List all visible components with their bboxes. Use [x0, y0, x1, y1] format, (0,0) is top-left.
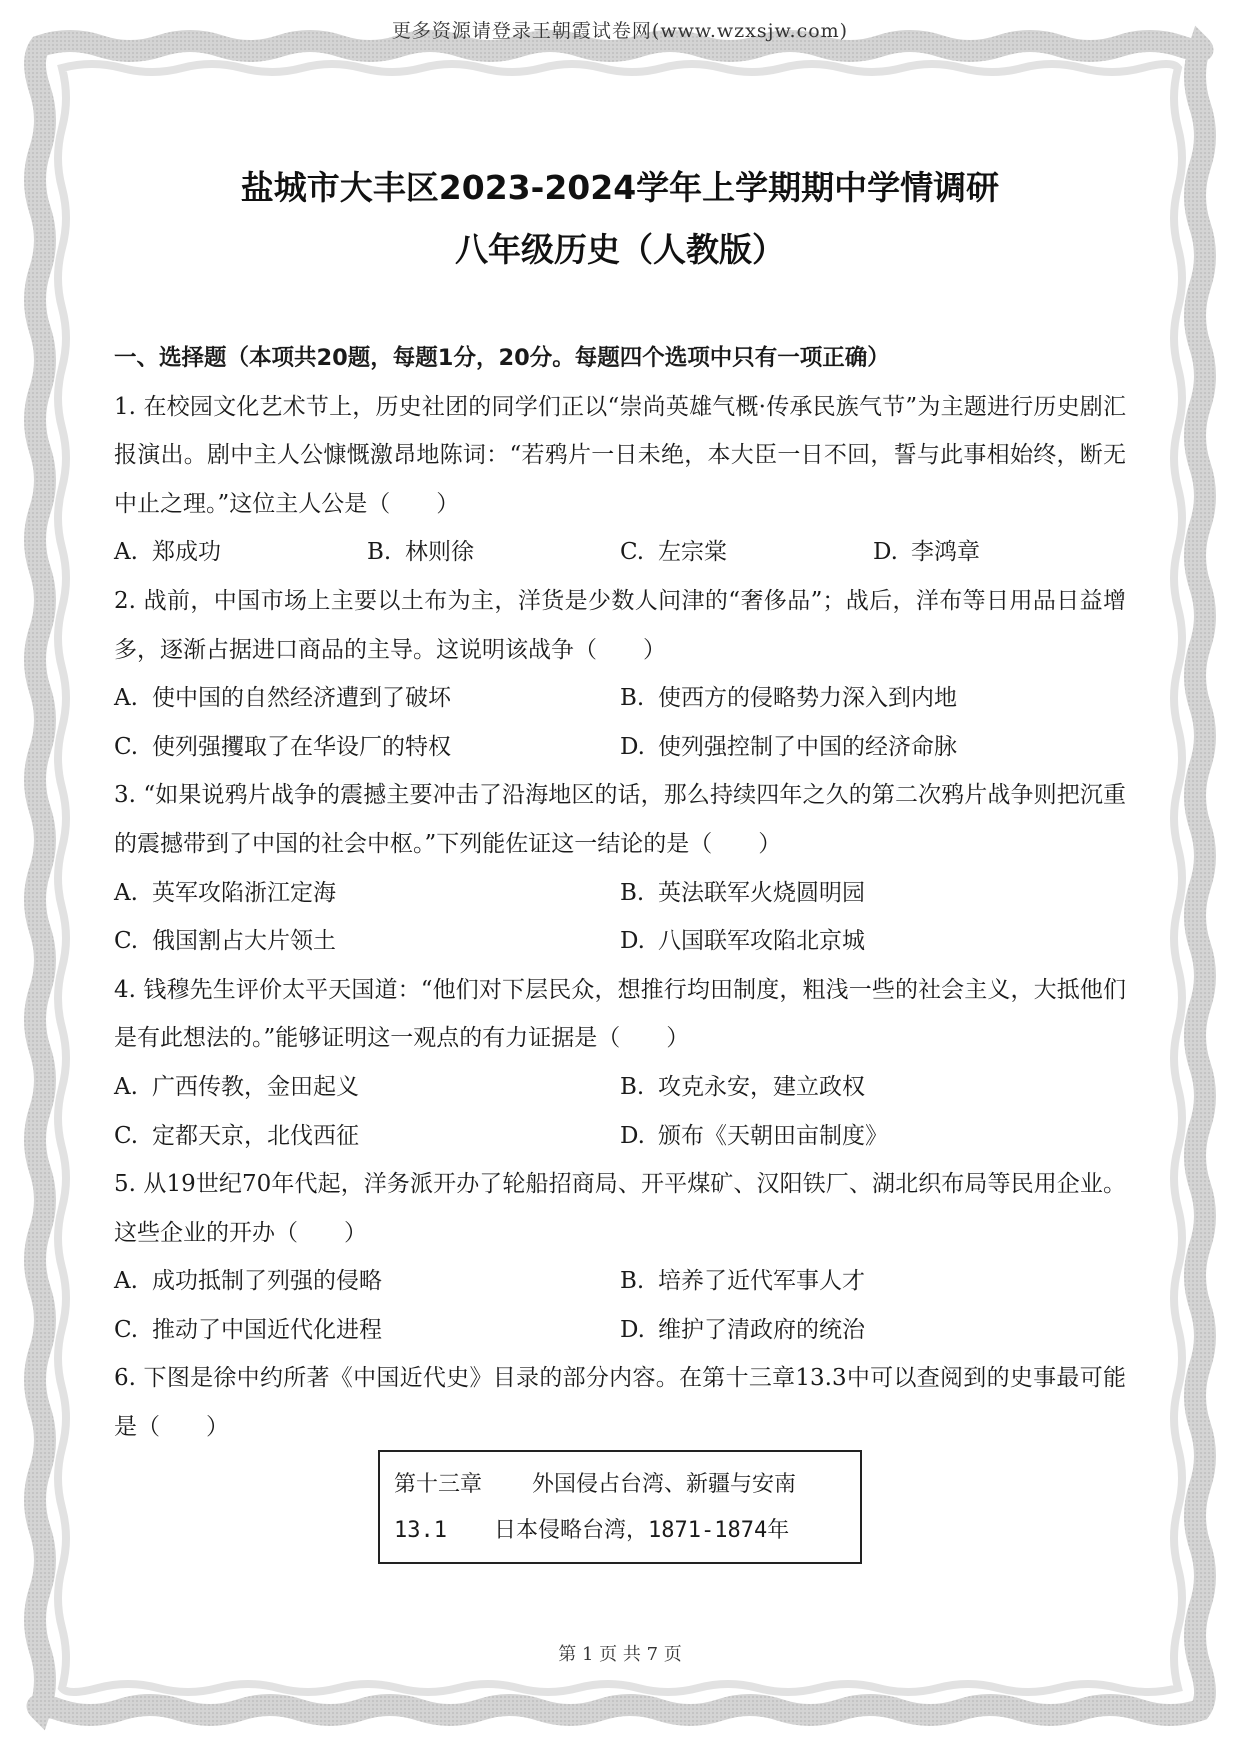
option-text: 定都天京，北伐西征	[152, 1122, 359, 1149]
question-4-option-d	[620, 1112, 1126, 1161]
option-letter: D.	[620, 1122, 645, 1149]
option-letter: C.	[620, 539, 645, 566]
option-text: 维护了清政府的统治	[658, 1316, 865, 1343]
question-list	[114, 334, 1126, 1452]
question-3-option-a	[114, 869, 620, 918]
option-letter: C.	[114, 1316, 139, 1343]
option-letter: D.	[620, 928, 645, 955]
toc-section-title: 日本侵略台湾，1871-1874年	[494, 1518, 790, 1543]
option-text: 使中国的自然经济遭到了破坏	[152, 685, 451, 712]
question-5-option-a	[114, 1257, 620, 1306]
question-2-stem: 2. 战前，中国市场上主要以土布为主，洋货是少数人问津的“奢侈品”；战后，洋布等日用品日益增多，逐渐占据进口商品的主导。这说明该战争（ ）	[114, 587, 1126, 663]
option-text: 培养了近代军事人才	[658, 1268, 865, 1295]
option-text: 英法联军火烧圆明园	[658, 879, 865, 906]
exam-title: 盐城市大丰区2023-2024学年上学期期中学情调研	[240, 168, 1000, 207]
question-3-option-b	[620, 869, 1126, 918]
option-text: 成功抵制了列强的侵略	[152, 1268, 382, 1295]
question-5-stem: 5. 从19世纪70年代起，洋务派开办了轮船招商局、开平煤矿、汉阳铁厂、湖北织布局等民用企业。这些企业的开办（ ）	[114, 1171, 1126, 1246]
option-letter: A.	[114, 685, 138, 712]
option-text: 郑成功	[152, 539, 221, 566]
question-2-option-b	[620, 674, 1126, 723]
option-letter: D.	[620, 733, 645, 760]
option-text: 广西传教，金田起义	[152, 1073, 359, 1100]
question-5-option-b	[620, 1257, 1126, 1306]
toc-chapter-title: 外国侵占台湾、新疆与安南	[532, 1472, 797, 1497]
question-6-stem: 6. 下图是徐中约所著《中国近代史》目录的部分内容。在第十三章13.3中可以查阅到的史事最可能是（ ）	[114, 1365, 1126, 1441]
option-letter: C.	[114, 733, 139, 760]
question-1-option-b	[367, 528, 620, 577]
question-3-option-c	[114, 917, 620, 966]
question-3-options	[114, 869, 1126, 966]
question-1-stem: 1. 在校园文化艺术节上，历史社团的同学们正以“崇尚英雄气概·传承民族气节”为主题进行历史剧汇报演出。剧中主人公慷慨激昂地陈词：“若鸦片一日未绝，本大臣一日不回，誓与此事相始终，断无中止之理。”这位主人公是（ ）	[114, 393, 1126, 517]
option-letter: B.	[620, 1268, 645, 1295]
option-text: 攻克永安，建立政权	[658, 1073, 865, 1100]
option-letter: D.	[620, 1316, 645, 1343]
question-2-option-a	[114, 674, 620, 723]
question-4-option-a	[114, 1063, 620, 1112]
question-1-options	[114, 528, 1126, 577]
option-letter: D.	[873, 539, 898, 566]
page-number-footer: 第 1 页 共 7 页	[558, 1644, 682, 1665]
option-text: 推动了中国近代化进程	[152, 1316, 382, 1343]
toc-excerpt-box	[378, 1450, 862, 1564]
toc-section-number: 13.1	[394, 1518, 447, 1543]
section-heading: 一、选择题（本项共20题，每题1分，20分。每题四个选项中只有一项正确）	[114, 345, 890, 371]
option-text: 林则徐	[405, 539, 474, 566]
option-letter: A.	[114, 879, 138, 906]
option-letter: B.	[367, 539, 392, 566]
option-text: 使西方的侵略势力深入到内地	[658, 685, 957, 712]
toc-chapter-number: 第十三章	[394, 1472, 483, 1497]
question-2-options	[114, 674, 1126, 771]
question-1-option-a	[114, 528, 367, 577]
question-5-option-c	[114, 1306, 620, 1355]
question-3-option-d	[620, 917, 1126, 966]
question-2-option-c	[114, 723, 620, 772]
option-text: 颁布《天朝田亩制度》	[658, 1122, 888, 1149]
exam-subtitle: 八年级历史（人教版）	[455, 230, 785, 269]
question-1-option-d	[873, 528, 1126, 577]
question-5-options	[114, 1257, 1126, 1354]
site-watermark-header: 更多资源请登录王朝霞试卷网(www.wzxsjw.com)	[391, 20, 849, 42]
question-4-stem: 4. 钱穆先生评价太平天国道：“他们对下层民众，想推行均田制度，粗浅一些的社会主义，大抵他们是有此想法的。”能够证明这一观点的有力证据是（ ）	[114, 976, 1126, 1052]
option-letter: B.	[620, 685, 645, 712]
option-letter: C.	[114, 1122, 139, 1149]
question-5-option-d	[620, 1306, 1126, 1355]
question-2-option-d	[620, 723, 1126, 772]
toc-chapter-line	[394, 1462, 848, 1508]
question-3-stem: 3. “如果说鸦片战争的震撼主要冲击了沿海地区的话，那么持续四年之久的第二次鸦片战争则把沉重的震撼带到了中国的社会中枢。”下列能佐证这一结论的是（ ）	[114, 782, 1126, 857]
toc-section-line	[394, 1508, 848, 1554]
option-text: 英军攻陷浙江定海	[152, 879, 336, 906]
question-4-options	[114, 1063, 1126, 1160]
option-letter: C.	[114, 928, 139, 955]
option-letter: A.	[114, 539, 138, 566]
option-letter: B.	[620, 1073, 645, 1100]
option-text: 八国联军攻陷北京城	[658, 928, 865, 955]
option-letter: B.	[620, 879, 645, 906]
question-1-option-c	[620, 528, 873, 577]
question-4-option-c	[114, 1112, 620, 1161]
question-4-option-b	[620, 1063, 1126, 1112]
option-text: 李鸿章	[911, 539, 980, 566]
option-letter: A.	[114, 1268, 138, 1295]
option-text: 使列强攫取了在华设厂的特权	[152, 733, 451, 760]
option-text: 使列强控制了中国的经济命脉	[658, 733, 957, 760]
option-letter: A.	[114, 1073, 138, 1100]
option-text: 左宗棠	[658, 539, 727, 566]
option-text: 俄国割占大片领土	[152, 928, 336, 955]
